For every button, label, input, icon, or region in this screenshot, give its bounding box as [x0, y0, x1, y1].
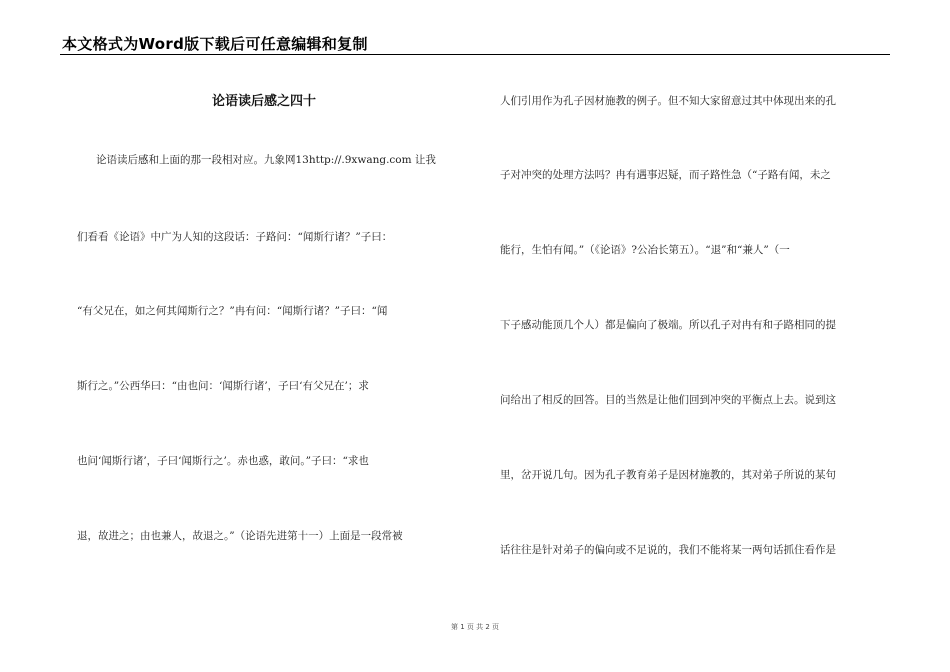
text-line: 下子感动能顶几个人）都是偏向了极端。所以孔子对冉有和子路相同的提	[500, 319, 836, 331]
text-line: 能行，生怕有闻。”（《论语》?公冶长第五）。“退”和“兼人”（一	[500, 244, 790, 256]
text-line: 斯行之。”公西华曰：“由也问：‘闻斯行诸’，子曰‘有父兄在’；求	[77, 380, 369, 392]
text-line: 人们引用作为孔子因材施教的例子。但不知大家留意过其中体现出来的孔	[500, 95, 836, 107]
text-line: 子对冲突的处理方法吗？冉有遇事迟疑，而子路性急（“子路有闻，未之	[500, 169, 831, 181]
download-notice-banner: 本文格式为Word版下载后可任意编辑和复制	[62, 35, 368, 53]
text-line: “有父兄在，如之何其闻斯行之？”冉有问：“闻斯行诸？”子曰：“闻	[77, 305, 388, 317]
header-divider	[60, 54, 890, 55]
text-line: 里，岔开说几句。因为孔子教育弟子是因材施教的，其对弟子所说的某句	[500, 469, 836, 481]
document-title: 论语读后感之四十	[211, 94, 316, 109]
text-line: 退，故进之；由也兼人，故退之。”（论语先进第十一）上面是一段常被	[77, 530, 403, 542]
text-line: 论语读后感和上面的那一段相对应。九象网13http://.9xwang.com 让我	[75, 154, 436, 166]
text-line: 也问‘闻斯行诸’，子曰‘闻斯行之’。赤也惑，敢问。”子曰：“求也	[77, 455, 369, 467]
text-line: 们看看《论语》中广为人知的这段话：子路问：“闻斯行诸？”子曰：	[77, 231, 393, 243]
text-line: 话往往是针对弟子的偏向或不足说的，我们不能将某一两句话抓住看作是	[500, 544, 836, 556]
page-indicator: 第 1 页 共 2 页	[450, 623, 500, 631]
text-line: 问给出了相反的回答。目的当然是让他们回到冲突的平衡点上去。说到这	[500, 394, 836, 406]
